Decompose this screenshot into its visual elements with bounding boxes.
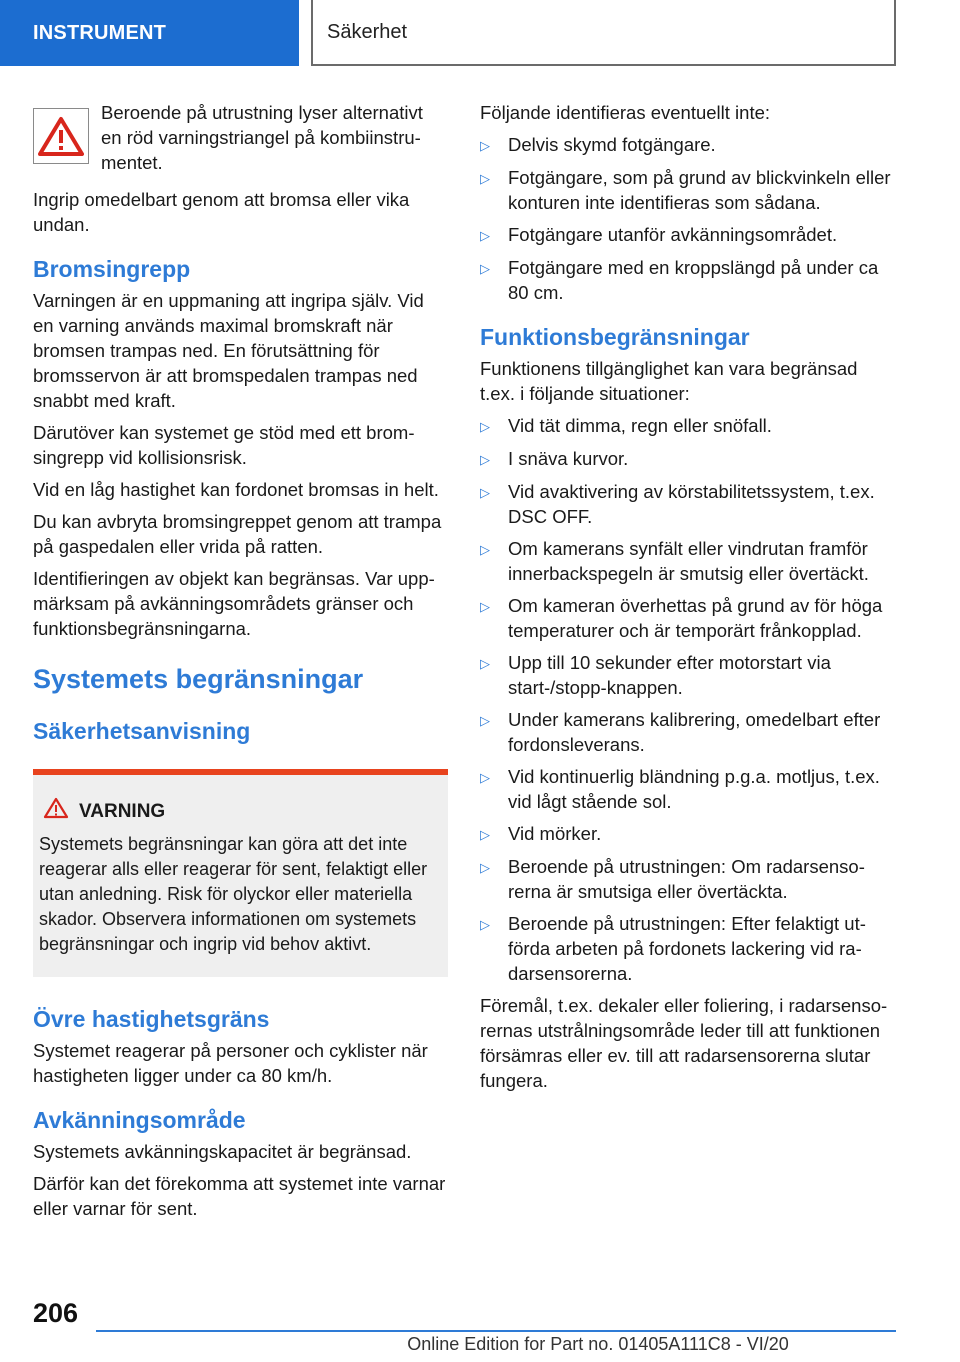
list-item: ▷ Upp till 10 sekunder efter motorstart via start-/stopp-knappen. (480, 652, 831, 698)
bullet-triangle-icon: ▷ (480, 261, 490, 276)
warning-box (33, 769, 448, 977)
bullet-triangle-icon: ▷ (480, 917, 490, 932)
list-item: ▷ Beroende på utrustningen: Efter felaktigt utförda arbeten på fordonets lackering vid radarsensorerna. (480, 913, 866, 984)
list-item: ▷ Fotgängare, som på grund av blickvinkeln eller konturen inte identifieras som sådana. (480, 167, 891, 213)
chapter-tab[interactable] (0, 0, 299, 66)
bullet-triangle-icon: ▷ (480, 713, 490, 728)
list-item: ▷ Vid tät dimma, regn eller snöfall. (480, 413, 895, 439)
not-identified-intro: Följande identifieras eventuellt inte: (480, 102, 771, 123)
section-header (311, 0, 896, 66)
chapter-label: INSTRUMENT (33, 21, 167, 44)
brake-paragraph-4: Du kan avbryta bromsingreppet genom att trampa på gaspedalen eller vrida på ratten. (33, 511, 442, 557)
page-number: 206 (33, 1298, 79, 1328)
bullet-triangle-icon: ▷ (480, 171, 490, 186)
bullet-triangle-icon: ▷ (480, 827, 490, 842)
warning-title (39, 797, 440, 826)
footer-edition: Online Edition for Part no. 01405A111C8 - VI/20 (407, 1334, 789, 1354)
bullet-triangle-icon: ▷ (480, 138, 490, 153)
bullet-triangle-icon: ▷ (480, 656, 490, 671)
bullet-triangle-icon: ▷ (480, 485, 490, 500)
heading-systemets-begransningar: Systemets begränsningar (33, 664, 364, 694)
heading-funktionsbegransningar: Funktionsbegränsningar (480, 324, 750, 350)
section-title: Säkerhet (327, 20, 408, 43)
warning-triangle-notice (33, 100, 448, 175)
list-item: ▷ Fotgängare med en kroppslängd på under ca 80 cm. (480, 257, 879, 303)
detect-paragraph-1: Systemets avkänningskapacitet är begränsad. (33, 1141, 412, 1162)
heading-ovre-hastighetsgrans: Övre hastighetsgräns (33, 1006, 270, 1032)
list-item: ▷ Under kamerans kalibrering, omedelbart efter fordonsleverans. (480, 709, 881, 755)
brake-paragraph-2: Därutöver kan systemet ge stöd med ett bromsingrepp vid kollisionsrisk. (33, 422, 415, 468)
bullet-triangle-icon: ▷ (480, 599, 490, 614)
speed-paragraph: Systemet reagerar på personer och cyklister när hastigheten ligger under ca 80 km/h. (33, 1040, 428, 1086)
bullet-triangle-icon: ▷ (480, 542, 490, 557)
list-item: ▷ Om kameran överhettas på grund av för höga temperaturer och är temporärt frånkopplad. (480, 595, 883, 641)
warning-label: VARNING (79, 801, 166, 822)
detect-paragraph-2: Därför kan det förekomma att systemet inte varnar eller varnar för sent. (33, 1173, 446, 1219)
heading-sakerhetsanvisning: Säkerhetsanvisning (33, 718, 251, 744)
bullet-triangle-icon: ▷ (480, 770, 490, 785)
brake-paragraph-3: Vid en låg hastighet kan fordonet bromsas in helt. (33, 479, 439, 500)
bullet-triangle-icon: ▷ (480, 228, 490, 243)
closing-paragraph: Föremål, t.ex. dekaler eller foliering, i radarsensorernas utstrålningsområde leder till att funktionen försämras eller ev. till att radarsensorerna slutar fungera. (480, 995, 888, 1091)
limitations-list (480, 413, 895, 986)
heading-bromsingrepp: Bromsingrepp (33, 256, 191, 282)
list-item: ▷ Om kamerans synfält eller vindrutan framför innerbackspegeln är smutsig eller övertäckt. (480, 538, 869, 584)
list-item: ▷ Beroende på utrustningen: Om radarsensorerna är smutsiga eller övertäckta. (480, 856, 865, 902)
list-item: ▷ Vid kontinuerlig bländning p.g.a. motljus, t.ex. vid lågt stående sol. (480, 766, 880, 812)
right-column (480, 100, 895, 1100)
intro-paragraph: Ingrip omedelbart genom att bromsa eller vika undan. (33, 189, 410, 235)
func-paragraph: Funktionens tillgänglighet kan vara begränsad t.ex. i följande situationer: (480, 358, 858, 404)
warning-triangle-icon (43, 797, 69, 826)
bullet-triangle-icon: ▷ (480, 860, 490, 875)
footer-divider (96, 1330, 896, 1332)
heading-avkanningsomrade: Avkänningsområde (33, 1107, 246, 1133)
brake-paragraph-1: Varningen är en uppmaning att ingripa själv. Vid en varning används maximal bromskraft när bromsen trampas ned. En förutsättning för bromsservon är att bromspedalen trampas ned snabbt med kraft. (33, 290, 424, 411)
bullet-triangle-icon: ▷ (480, 452, 490, 467)
warning-triangle-icon (33, 108, 89, 164)
warning-text: Systemets begränsningar kan göra att det inte reagerar alls eller reagerar för sent, felaktigt eller utan anledning. Risk för olyckor eller materiella skador. Observera informationen om systemets begränsningar och ingrip vid behov aktivt. (39, 834, 428, 954)
list-item: ▷ Fotgängare utanför avkänningsområdet. (480, 222, 895, 248)
brake-paragraph-5: Identifieringen av objekt kan begränsas. Var uppmärksam på avkänningsområdets gränser och funktionsbegränsningarna. (33, 568, 435, 639)
list-item: ▷ Delvis skymd fotgängare. (480, 132, 895, 158)
not-identified-list (480, 132, 895, 305)
left-column (33, 100, 448, 1228)
warn-intro-text: Beroende på utrustning lyser alternativt en röd varningstriangel på kombiinstrumentet. (101, 102, 423, 173)
list-item: ▷ I snäva kurvor. (480, 446, 895, 472)
list-item: ▷ Vid avaktivering av körstabilitetssystem, t.ex. DSC OFF. (480, 481, 875, 527)
bullet-triangle-icon: ▷ (480, 419, 490, 434)
list-item: ▷ Vid mörker. (480, 821, 895, 847)
